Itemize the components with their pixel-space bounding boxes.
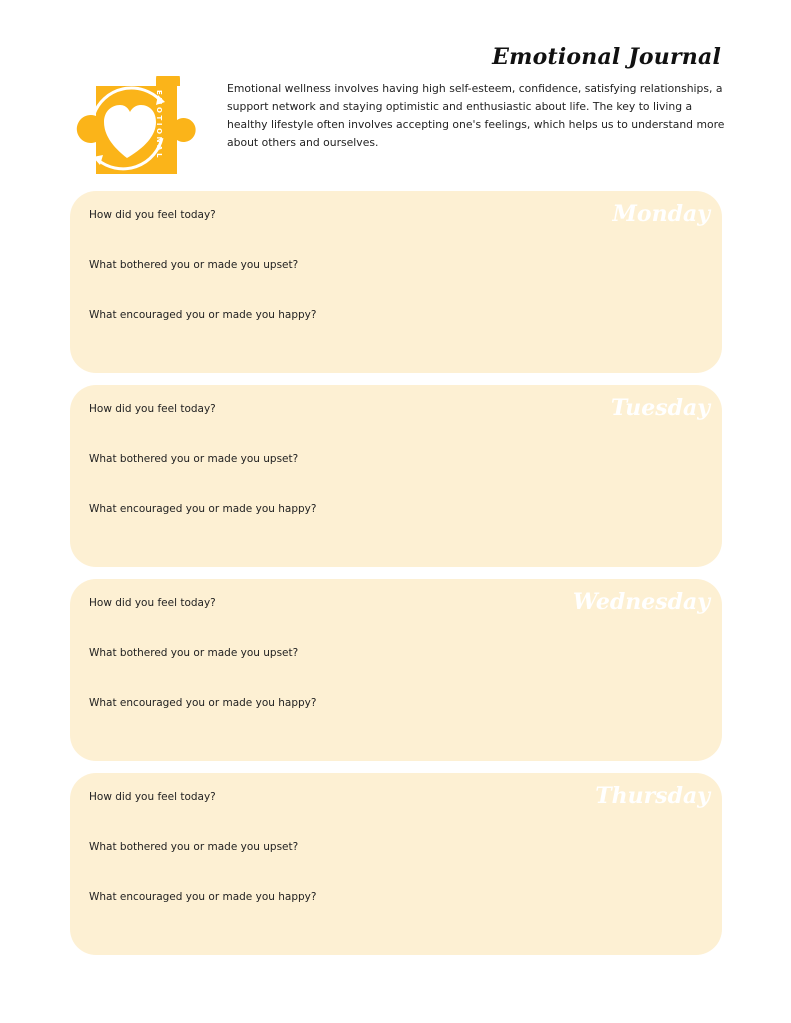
day-card-wednesday — [70, 579, 722, 761]
question-encouraged: What encouraged you or made you happy? — [89, 503, 317, 515]
question-bothered: What bothered you or made you upset? — [89, 647, 299, 659]
question-encouraged: What encouraged you or made you happy? — [89, 891, 317, 903]
day-name: Wednesday — [572, 589, 710, 615]
question-feel: How did you feel today? — [89, 597, 216, 609]
question-bothered: What bothered you or made you upset? — [89, 259, 299, 271]
question-feel: How did you feel today? — [89, 209, 216, 221]
logo-text: EMOTIONAL — [155, 90, 163, 161]
intro-paragraph: Emotional wellness involves having high self-esteem, confidence, satisfying relationships, a support network and staying optimistic and enthusiastic about life. The key to living a healthy lifestyle often involves accepting one's feelings, which helps us to understand more about others and ourselves. — [227, 82, 725, 150]
question-feel: How did you feel today? — [89, 403, 216, 415]
question-bothered: What bothered you or made you upset? — [89, 841, 299, 853]
puzzle-heart-logo — [72, 76, 208, 178]
page-title: Emotional Journal — [492, 44, 721, 70]
question-encouraged: What encouraged you or made you happy? — [89, 309, 317, 321]
day-card-monday — [70, 191, 722, 373]
day-name: Monday — [612, 201, 710, 227]
question-bothered: What bothered you or made you upset? — [89, 453, 299, 465]
day-card-tuesday — [70, 385, 722, 567]
day-card-thursday — [70, 773, 722, 955]
day-name: Tuesday — [610, 395, 710, 421]
day-name: Thursday — [595, 783, 710, 809]
question-feel: How did you feel today? — [89, 791, 216, 803]
question-encouraged: What encouraged you or made you happy? — [89, 697, 317, 709]
